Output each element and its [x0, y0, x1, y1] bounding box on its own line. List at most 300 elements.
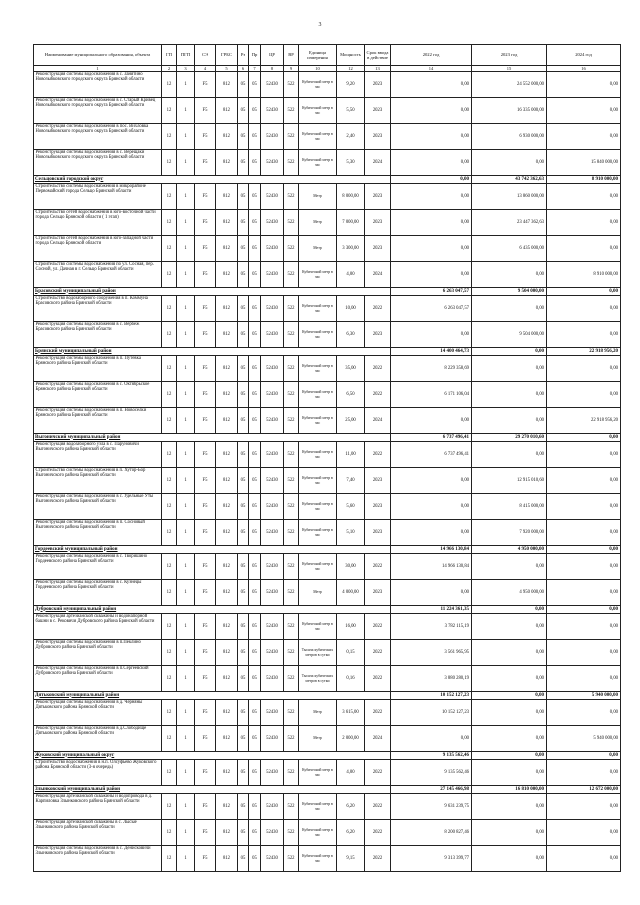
rz-cell: 05 — [238, 580, 249, 606]
gp-cell: 12 — [162, 468, 177, 494]
cr-cell: 52430 — [261, 150, 284, 176]
se-cell: F5 — [195, 72, 216, 98]
rz-cell: 05 — [238, 846, 249, 872]
rz-cell: 05 — [238, 296, 249, 322]
grbs-cell: 812 — [216, 236, 238, 262]
amount-2023-cell: 9 504 000,00 — [472, 322, 547, 348]
power-cell: 16,00 — [337, 614, 365, 640]
amount-2024-cell: 0,00 — [547, 72, 621, 98]
section-amount-2024-cell: 0,00 — [547, 434, 621, 442]
pr-cell: 05 — [249, 442, 261, 468]
power-cell: 4,00 — [337, 262, 365, 288]
rz-cell: 05 — [238, 236, 249, 262]
cr-cell: 52430 — [261, 408, 284, 434]
power-cell: 25,00 — [337, 408, 365, 434]
cr-cell: 52430 — [261, 236, 284, 262]
object-name-cell: Реконструкция системы водоснабжения в д.Слободище Дятьковского района Брянской области — [34, 726, 162, 752]
amount-2023-cell: 0,00 — [472, 442, 547, 468]
unit-cell: Метр — [299, 726, 337, 752]
power-cell: 5,50 — [337, 98, 365, 124]
section-amount-2024-cell: 0,00 — [547, 288, 621, 296]
amount-2023-cell: 0,00 — [472, 614, 547, 640]
amount-2024-cell: 22 918 956,20 — [547, 408, 621, 434]
gp-cell: 12 — [162, 382, 177, 408]
pr-cell: 05 — [249, 72, 261, 98]
amount-2022-cell: 0,00 — [391, 210, 472, 236]
section-amount-2022-cell: 11 224 361,35 — [391, 606, 472, 614]
table-row — [34, 666, 621, 692]
pgp-cell: 1 — [177, 72, 195, 98]
commission-year-cell: 2022 — [365, 640, 391, 666]
column-number: 16 — [547, 66, 621, 72]
pr-cell: 05 — [249, 846, 261, 872]
table-row — [34, 494, 621, 520]
unit-cell: Тысяча кубических метров в сутки — [299, 666, 337, 692]
column-number: 6 — [238, 66, 249, 72]
se-cell: F5 — [195, 846, 216, 872]
grbs-cell: 812 — [216, 296, 238, 322]
se-cell: F5 — [195, 236, 216, 262]
vr-cell: 522 — [284, 124, 299, 150]
rz-cell: 05 — [238, 408, 249, 434]
header-cell: 2022 год — [391, 45, 472, 66]
se-cell: F5 — [195, 700, 216, 726]
se-cell: F5 — [195, 210, 216, 236]
column-number: 5 — [216, 66, 238, 72]
amount-2024-cell: 0,00 — [547, 210, 621, 236]
amount-2022-cell: 0,00 — [391, 494, 472, 520]
amount-2022-cell: 0,00 — [391, 580, 472, 606]
section-amount-2024-cell: 0,00 — [547, 606, 621, 614]
column-number: 9 — [284, 66, 299, 72]
header-cell: Единица измерения — [299, 45, 337, 66]
pr-cell: 05 — [249, 554, 261, 580]
power-cell: 9,20 — [337, 72, 365, 98]
power-cell: 6,20 — [337, 820, 365, 846]
pgp-cell: 1 — [177, 236, 195, 262]
vr-cell: 522 — [284, 580, 299, 606]
se-cell: F5 — [195, 296, 216, 322]
column-number: 14 — [391, 66, 472, 72]
pr-cell: 05 — [249, 262, 261, 288]
gp-cell: 12 — [162, 614, 177, 640]
pgp-cell: 1 — [177, 296, 195, 322]
section-total-row — [34, 752, 621, 760]
grbs-cell: 812 — [216, 468, 238, 494]
commission-year-cell: 2024 — [365, 150, 391, 176]
column-number: 3 — [177, 66, 195, 72]
gp-cell: 12 — [162, 580, 177, 606]
section-amount-2023-cell: 0,00 — [472, 348, 547, 356]
grbs-cell: 812 — [216, 442, 238, 468]
se-cell: F5 — [195, 98, 216, 124]
gp-cell: 12 — [162, 124, 177, 150]
section-amount-2022-cell: 14 966 130,84 — [391, 546, 472, 554]
gp-cell: 12 — [162, 210, 177, 236]
section-name-cell: Дятьковский муниципальный район — [34, 692, 391, 700]
amount-2024-cell: 8 910 000,00 — [547, 262, 621, 288]
rz-cell: 05 — [238, 640, 249, 666]
unit-cell: Метр — [299, 210, 337, 236]
object-name-cell: Реконструкция системы водоснабжения в п. Сосновый Выгоничского района Брянской области — [34, 520, 162, 546]
gp-cell: 12 — [162, 150, 177, 176]
commission-year-cell: 2022 — [365, 760, 391, 786]
amount-2023-cell: 7 920 000,00 — [472, 520, 547, 546]
cr-cell: 52430 — [261, 494, 284, 520]
amount-2024-cell: 0,00 — [547, 236, 621, 262]
table-row — [34, 794, 621, 820]
table-row — [34, 820, 621, 846]
object-name-cell: Строительство сетей водоснабжения в юго-восточной части города Сельцо Брянской области ( 1 этап) — [34, 210, 162, 236]
commission-year-cell: 2023 — [365, 184, 391, 210]
vr-cell: 522 — [284, 700, 299, 726]
gp-cell: 12 — [162, 494, 177, 520]
amount-2022-cell: 3 880 280,19 — [391, 666, 472, 692]
vr-cell: 522 — [284, 210, 299, 236]
pgp-cell: 1 — [177, 124, 195, 150]
amount-2022-cell: 10 152 127,23 — [391, 700, 472, 726]
section-total-row — [34, 546, 621, 554]
amount-2024-cell: 0,00 — [547, 640, 621, 666]
vr-cell: 522 — [284, 726, 299, 752]
vr-cell: 522 — [284, 820, 299, 846]
pr-cell: 05 — [249, 382, 261, 408]
se-cell: F5 — [195, 640, 216, 666]
se-cell: F5 — [195, 520, 216, 546]
section-total-row — [34, 288, 621, 296]
section-amount-2024-cell: 22 918 956,20 — [547, 348, 621, 356]
object-name-cell: Реконструкция артезианской скважины и водонапорной башни в с. Рековичи Дубровского района Брянской области — [34, 614, 162, 640]
commission-year-cell: 2023 — [365, 520, 391, 546]
cr-cell: 52430 — [261, 296, 284, 322]
commission-year-cell: 2023 — [365, 98, 391, 124]
commission-year-cell: 2023 — [365, 468, 391, 494]
unit-cell: Кубический метр в час — [299, 98, 337, 124]
power-cell: 4,00 — [337, 760, 365, 786]
section-name-cell: Выгоничский муниципальный район — [34, 434, 391, 442]
rz-cell: 05 — [238, 494, 249, 520]
amount-2023-cell: 4 950 000,00 — [472, 580, 547, 606]
gp-cell: 12 — [162, 726, 177, 752]
amount-2022-cell: 3 782 115,19 — [391, 614, 472, 640]
section-amount-2023-cell: 4 950 000,00 — [472, 546, 547, 554]
header-cell: ГП — [162, 45, 177, 66]
amount-2022-cell: 8 200 827,46 — [391, 820, 472, 846]
amount-2024-cell: 0,00 — [547, 356, 621, 382]
amount-2023-cell: 0,00 — [472, 382, 547, 408]
commission-year-cell: 2022 — [365, 382, 391, 408]
section-amount-2023-cell: 29 270 010,60 — [472, 434, 547, 442]
grbs-cell: 812 — [216, 700, 238, 726]
amount-2023-cell: 0,00 — [472, 846, 547, 872]
power-cell: 8 000,00 — [337, 184, 365, 210]
section-amount-2023-cell: 0,00 — [472, 606, 547, 614]
pgp-cell: 1 — [177, 442, 195, 468]
column-number: 2 — [162, 66, 177, 72]
table-row — [34, 760, 621, 786]
table-row — [34, 72, 621, 98]
rz-cell: 05 — [238, 520, 249, 546]
pgp-cell: 1 — [177, 700, 195, 726]
section-total-row — [34, 176, 621, 184]
grbs-cell: 812 — [216, 846, 238, 872]
section-total-row — [34, 692, 621, 700]
unit-cell: Метр — [299, 236, 337, 262]
commission-year-cell: 2024 — [365, 726, 391, 752]
grbs-cell: 812 — [216, 408, 238, 434]
commission-year-cell: 2022 — [365, 666, 391, 692]
rz-cell: 05 — [238, 760, 249, 786]
commission-year-cell: 2022 — [365, 846, 391, 872]
gp-cell: 12 — [162, 98, 177, 124]
table-row — [34, 356, 621, 382]
commission-year-cell: 2022 — [365, 296, 391, 322]
section-amount-2023-cell: 0,00 — [472, 692, 547, 700]
gp-cell: 12 — [162, 442, 177, 468]
cr-cell: 52430 — [261, 356, 284, 382]
amount-2023-cell: 6 930 000,00 — [472, 124, 547, 150]
grbs-cell: 812 — [216, 262, 238, 288]
object-name-cell: Строительство водозаборного сооружения в п. Коммуна Брасовского района Брянской области — [34, 296, 162, 322]
table-row — [34, 322, 621, 348]
vr-cell: 522 — [284, 468, 299, 494]
commission-year-cell: 2022 — [365, 700, 391, 726]
unit-cell: Тысяча кубических метров в сутки — [299, 640, 337, 666]
amount-2024-cell: 0,00 — [547, 468, 621, 494]
pgp-cell: 1 — [177, 494, 195, 520]
power-cell: 5,30 — [337, 150, 365, 176]
object-name-cell: Реконструкция системы водоснабжения в п.Сергеевский Дубровского района Брянской области — [34, 666, 162, 692]
section-amount-2024-cell: 8 910 000,00 — [547, 176, 621, 184]
se-cell: F5 — [195, 468, 216, 494]
grbs-cell: 812 — [216, 356, 238, 382]
object-name-cell: Реконструкция системы водоснабжения в с. Верещаки Новозыбковского городского округа Брянской области — [34, 150, 162, 176]
pr-cell: 05 — [249, 760, 261, 786]
amount-2024-cell: 0,00 — [547, 760, 621, 786]
grbs-cell: 812 — [216, 760, 238, 786]
amount-2024-cell: 0,00 — [547, 820, 621, 846]
gp-cell: 12 — [162, 760, 177, 786]
grbs-cell: 812 — [216, 820, 238, 846]
pgp-cell: 1 — [177, 408, 195, 434]
cr-cell: 52430 — [261, 554, 284, 580]
table-row — [34, 442, 621, 468]
gp-cell: 12 — [162, 184, 177, 210]
power-cell: 4 000,00 — [337, 580, 365, 606]
table-row — [34, 382, 621, 408]
se-cell: F5 — [195, 382, 216, 408]
section-amount-2024-cell: 0,00 — [547, 752, 621, 760]
header-cell: Наименование муниципального образования, объекта — [34, 45, 162, 66]
pr-cell: 05 — [249, 640, 261, 666]
object-name-cell: Реконструкция системы водоснабжения в с. Вербёж Брасовского района Брянской области — [34, 322, 162, 348]
unit-cell: Кубический метр в час — [299, 150, 337, 176]
unit-cell: Кубический метр в час — [299, 614, 337, 640]
amount-2022-cell: 6 737 496,41 — [391, 442, 472, 468]
commission-year-cell: 2023 — [365, 210, 391, 236]
commission-year-cell: 2023 — [365, 124, 391, 150]
grbs-cell: 812 — [216, 614, 238, 640]
gp-cell: 12 — [162, 820, 177, 846]
pr-cell: 05 — [249, 726, 261, 752]
se-cell: F5 — [195, 794, 216, 820]
section-amount-2022-cell: 0,00 — [391, 176, 472, 184]
se-cell: F5 — [195, 614, 216, 640]
cr-cell: 52430 — [261, 726, 284, 752]
vr-cell: 522 — [284, 520, 299, 546]
pgp-cell: 1 — [177, 322, 195, 348]
amount-2024-cell: 0,00 — [547, 382, 621, 408]
unit-cell: Кубический метр в час — [299, 494, 337, 520]
unit-cell: Кубический метр в час — [299, 262, 337, 288]
unit-cell: Кубический метр в час — [299, 382, 337, 408]
section-total-row — [34, 786, 621, 794]
commission-year-cell: 2024 — [365, 262, 391, 288]
object-name-cell: Строительство сетей водоснабжения в юго-западной части города Сельцо Брянской области — [34, 236, 162, 262]
cr-cell: 52430 — [261, 520, 284, 546]
commission-year-cell: 2022 — [365, 356, 391, 382]
pr-cell: 05 — [249, 580, 261, 606]
cr-cell: 52430 — [261, 98, 284, 124]
vr-cell: 522 — [284, 382, 299, 408]
table-row — [34, 640, 621, 666]
vr-cell: 522 — [284, 666, 299, 692]
pr-cell: 05 — [249, 124, 261, 150]
unit-cell: Кубический метр в час — [299, 554, 337, 580]
amount-2022-cell: 6 263 047,57 — [391, 296, 472, 322]
table-row — [34, 262, 621, 288]
object-name-cell: Реконструкция системы водоснабжения в с. Кузнецы Гордеевского района Брянской области — [34, 580, 162, 606]
commission-year-cell: 2023 — [365, 580, 391, 606]
grbs-cell: 812 — [216, 640, 238, 666]
commission-year-cell: 2023 — [365, 236, 391, 262]
vr-cell: 522 — [284, 322, 299, 348]
investment-table-sheet — [33, 44, 620, 872]
unit-cell: Кубический метр в час — [299, 442, 337, 468]
amount-2024-cell: 0,00 — [547, 666, 621, 692]
cr-cell: 52430 — [261, 640, 284, 666]
rz-cell: 05 — [238, 442, 249, 468]
column-number: 10 — [299, 66, 337, 72]
table-body — [34, 72, 621, 872]
gp-cell: 12 — [162, 236, 177, 262]
amount-2022-cell: 0,00 — [391, 150, 472, 176]
amount-2022-cell: 0,00 — [391, 262, 472, 288]
cr-cell: 52430 — [261, 468, 284, 494]
pgp-cell: 1 — [177, 150, 195, 176]
rz-cell: 05 — [238, 98, 249, 124]
object-name-cell: Реконструкция системы водоснабжения в с. Занятино Новозыбковского городского округа Брянской области — [34, 72, 162, 98]
unit-cell: Метр — [299, 580, 337, 606]
cr-cell: 52430 — [261, 820, 284, 846]
grbs-cell: 812 — [216, 322, 238, 348]
cr-cell: 52430 — [261, 666, 284, 692]
rz-cell: 05 — [238, 210, 249, 236]
pr-cell: 05 — [249, 356, 261, 382]
amount-2024-cell: 0,00 — [547, 580, 621, 606]
amount-2022-cell: 9 135 562,46 — [391, 760, 472, 786]
rz-cell: 05 — [238, 382, 249, 408]
header-cell: ВР — [284, 45, 299, 66]
gp-cell: 12 — [162, 408, 177, 434]
object-name-cell: Реконструкция артезианской скважины в с. Лысые Злынковского района Брянской области — [34, 820, 162, 846]
amount-2023-cell: 0,00 — [472, 296, 547, 322]
power-cell: 3 300,00 — [337, 236, 365, 262]
table-row — [34, 614, 621, 640]
amount-2023-cell: 0,00 — [472, 700, 547, 726]
power-cell: 7 000,00 — [337, 210, 365, 236]
vr-cell: 522 — [284, 98, 299, 124]
unit-cell: Кубический метр в час — [299, 124, 337, 150]
section-amount-2023-cell: 16 810 000,00 — [472, 786, 547, 794]
vr-cell: 522 — [284, 846, 299, 872]
grbs-cell: 812 — [216, 184, 238, 210]
section-name-cell: Брасовский муниципальный район — [34, 288, 391, 296]
power-cell: 10,00 — [337, 296, 365, 322]
section-amount-2022-cell: 9 135 562,46 — [391, 752, 472, 760]
se-cell: F5 — [195, 760, 216, 786]
object-name-cell: Реконструкция системы водоснабжения в пос. Вихловка Новозыбковского городского округа Брянской области — [34, 124, 162, 150]
cr-cell: 52430 — [261, 846, 284, 872]
pgp-cell: 1 — [177, 382, 195, 408]
amount-2023-cell: 0,00 — [472, 820, 547, 846]
object-name-cell: Строительство системы водоснабжения в п. Хутор-Бор Выгоничского района Брянской области — [34, 468, 162, 494]
rz-cell: 05 — [238, 554, 249, 580]
pgp-cell: 1 — [177, 846, 195, 872]
pr-cell: 05 — [249, 700, 261, 726]
header-cell: 2024 год — [547, 45, 621, 66]
vr-cell: 522 — [284, 614, 299, 640]
power-cell: 35,00 — [337, 356, 365, 382]
amount-2023-cell: 0,00 — [472, 356, 547, 382]
se-cell: F5 — [195, 184, 216, 210]
cr-cell: 52430 — [261, 322, 284, 348]
object-name-cell: Строительство системы водоснабжения по ул. Сосная, пер. Сосной, ул. Дачная в г. Сельцо Брянской области — [34, 262, 162, 288]
power-cell: 0,15 — [337, 640, 365, 666]
amount-2023-cell: 8 415 000,00 — [472, 494, 547, 520]
object-name-cell: Реконструкция системы водоснабжения в с. Октябрьское Брянского района Брянской области — [34, 382, 162, 408]
power-cell: 11,00 — [337, 442, 365, 468]
amount-2024-cell: 0,00 — [547, 184, 621, 210]
amount-2022-cell: 6 171 106,04 — [391, 382, 472, 408]
rz-cell: 05 — [238, 700, 249, 726]
amount-2023-cell: 12 915 010,60 — [472, 468, 547, 494]
pgp-cell: 1 — [177, 98, 195, 124]
section-amount-2024-cell: 5 940 000,00 — [547, 692, 621, 700]
header-cell: 2023 год — [472, 45, 547, 66]
cr-cell: 52430 — [261, 442, 284, 468]
header-cell: ПГП — [177, 45, 195, 66]
grbs-cell: 812 — [216, 382, 238, 408]
power-cell: 7,40 — [337, 468, 365, 494]
amount-2024-cell: 5 940 000,00 — [547, 726, 621, 752]
se-cell: F5 — [195, 554, 216, 580]
vr-cell: 522 — [284, 794, 299, 820]
gp-cell: 12 — [162, 640, 177, 666]
grbs-cell: 812 — [216, 72, 238, 98]
amount-2022-cell: 0,00 — [391, 726, 472, 752]
amount-2024-cell: 0,00 — [547, 322, 621, 348]
section-name-cell: Брянский муниципальный район — [34, 348, 391, 356]
amount-2024-cell: 15 840 000,00 — [547, 150, 621, 176]
se-cell: F5 — [195, 262, 216, 288]
amount-2022-cell: 3 561 965,95 — [391, 640, 472, 666]
pr-cell: 05 — [249, 210, 261, 236]
vr-cell: 522 — [284, 760, 299, 786]
amount-2023-cell: 16 335 000,00 — [472, 98, 547, 124]
pr-cell: 05 — [249, 468, 261, 494]
pgp-cell: 1 — [177, 640, 195, 666]
